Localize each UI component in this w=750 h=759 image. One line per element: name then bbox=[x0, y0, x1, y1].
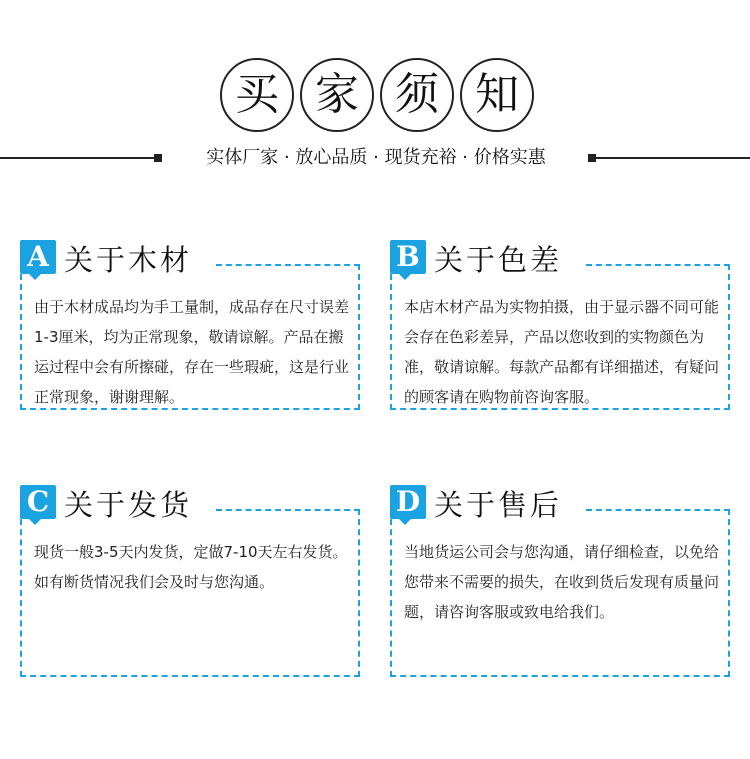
card-heading: 关于木材 bbox=[64, 240, 204, 280]
card-shipping bbox=[20, 485, 360, 677]
badge-tail bbox=[398, 518, 412, 525]
badge bbox=[20, 485, 56, 523]
title-row bbox=[0, 58, 750, 136]
card-top-border bbox=[216, 509, 360, 511]
badge-tail bbox=[398, 273, 412, 280]
slogan: 实体厂家 · 放心品质 · 现货充裕 · 价格实惠 bbox=[206, 147, 546, 168]
title-char-4: 知 bbox=[460, 58, 534, 132]
card-after-sales bbox=[390, 485, 730, 677]
card-heading: 关于售后 bbox=[434, 485, 574, 525]
card-body: 由于木材成品均为手工量制，成品存在尺寸误差1-3厘米，均为正常现象，敬请谅解。产品在搬运过程中会有所擦碰，存在一些瑕疵，这是行业正常现象，谢谢理解。 bbox=[34, 298, 350, 406]
card-top-border bbox=[216, 264, 360, 266]
badge-tail bbox=[28, 273, 42, 280]
card-body: 当地货运公司会与您沟通，请仔细检查，以免给您带来不需要的损失，在收到货后发现有质量问题，请咨询客服或致电给我们。 bbox=[404, 543, 720, 621]
card-body: 现货一般3-5天内发货，定做7-10天左右发货。如有断货情况我们会及时与您沟通。 bbox=[34, 543, 348, 591]
divider-marker-left bbox=[154, 154, 162, 162]
badge bbox=[390, 485, 426, 523]
divider-left bbox=[0, 157, 156, 159]
title-char-3: 须 bbox=[380, 58, 454, 132]
card-color-difference bbox=[390, 240, 730, 410]
badge-letter: B bbox=[390, 240, 426, 274]
divider-right bbox=[594, 157, 750, 159]
card-wood bbox=[20, 240, 360, 410]
title-char-2: 家 bbox=[300, 58, 374, 132]
title-char-1: 买 bbox=[220, 58, 294, 132]
badge-tail bbox=[28, 518, 42, 525]
card-body: 本店木材产品为实物拍摄，由于显示器不同可能会存在色彩差异，产品以您收到的实物颜色为准，敬请谅解。每款产品都有详细描述，有疑问的顾客请在购物前咨询客服。 bbox=[404, 298, 720, 406]
badge-letter: D bbox=[390, 485, 426, 519]
badge bbox=[20, 240, 56, 278]
card-top-border bbox=[586, 264, 730, 266]
card-heading: 关于色差 bbox=[434, 240, 574, 280]
badge-letter: C bbox=[20, 485, 56, 519]
badge bbox=[390, 240, 426, 278]
card-top-border bbox=[586, 509, 730, 511]
card-heading: 关于发货 bbox=[64, 485, 204, 525]
badge-letter: A bbox=[20, 240, 56, 274]
